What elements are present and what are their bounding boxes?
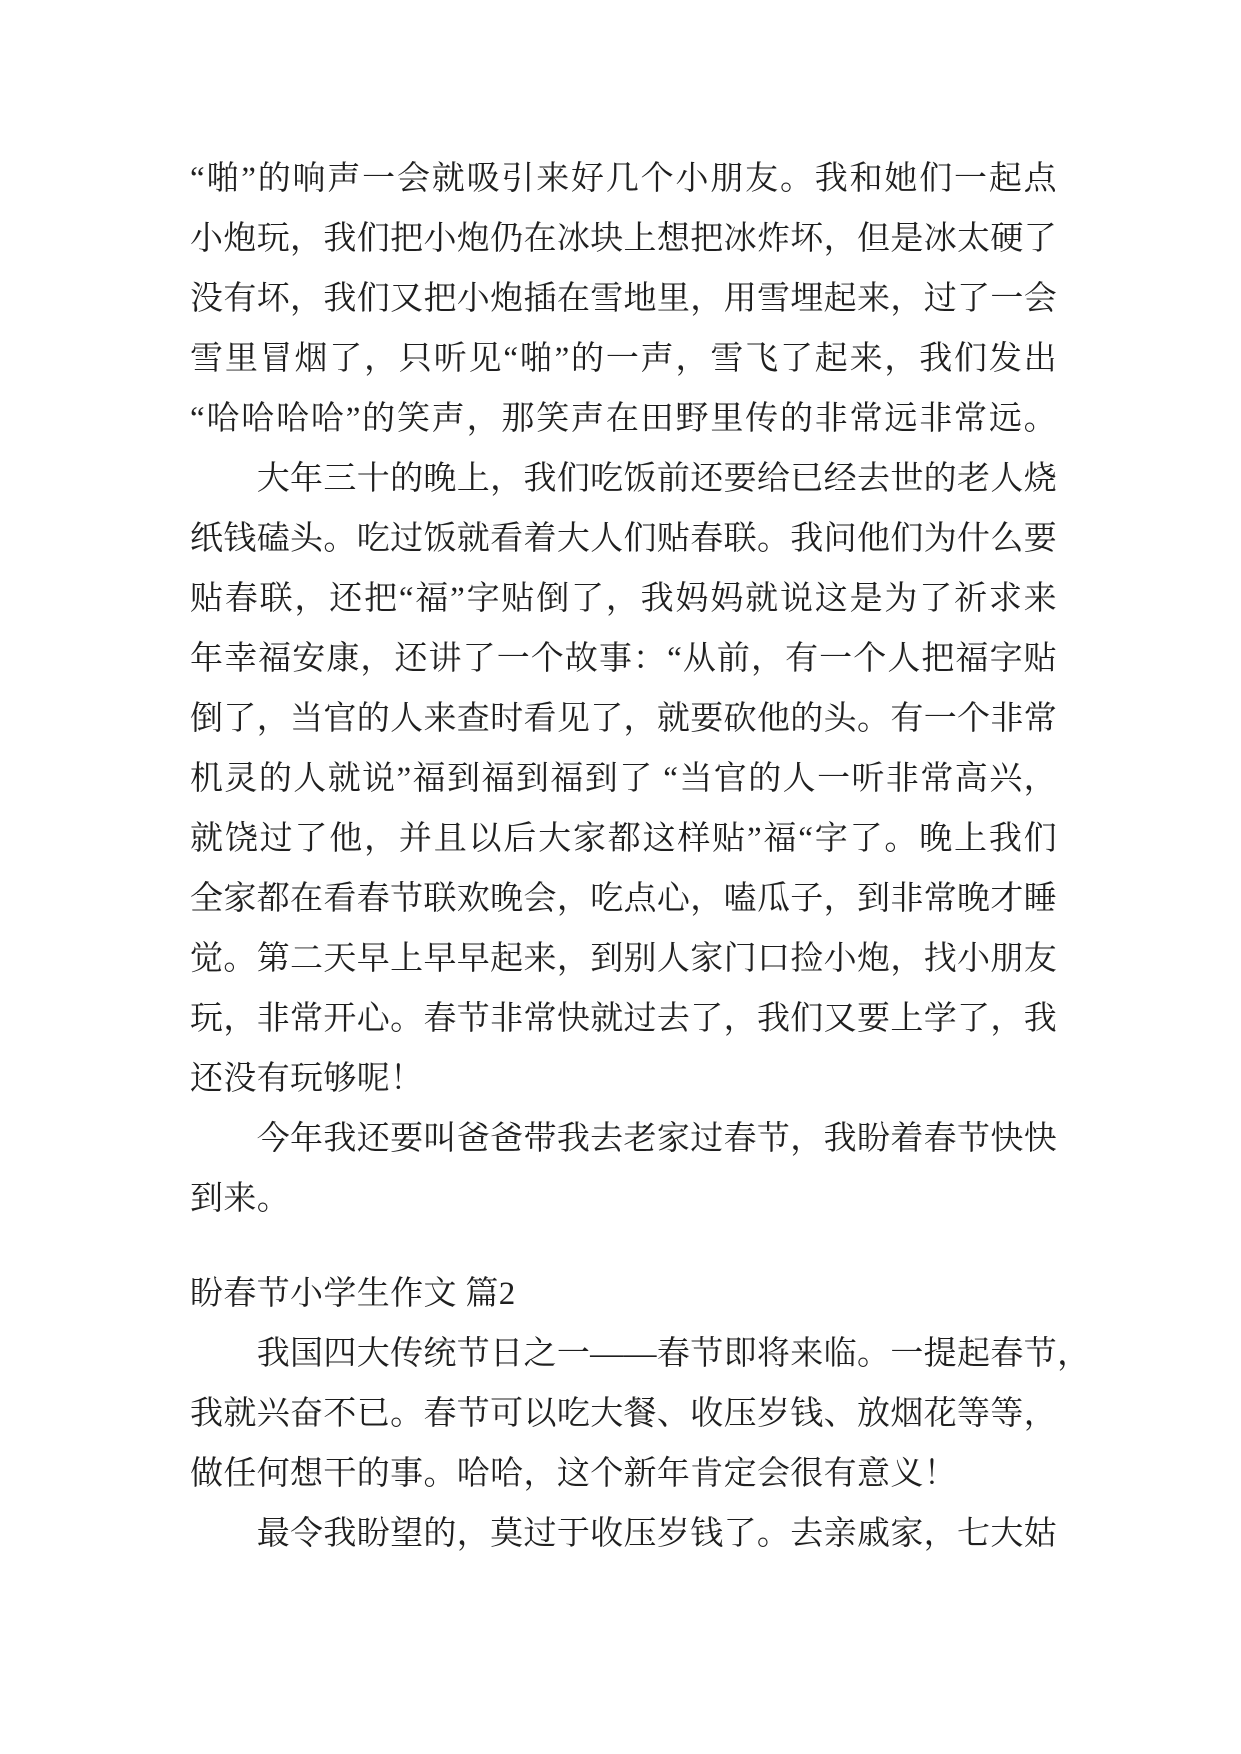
text-line: 雪里冒烟了，只听见“啪”的一声，雪飞了起来，我们发出 [190,341,1057,377]
paragraph [190,449,1057,1109]
text-line: 年幸福安康，还讲了一个故事：“从前，有一个人把福字贴 [190,641,1057,677]
paragraph [190,1324,1091,1504]
text-line: 纸钱磕头。吃过饭就看着大人们贴春联。我问他们为什么要 [190,521,1058,557]
essay-title: 盼春节小学生作文 篇2 [190,1276,516,1312]
text-line: 玩，非常开心。春节非常快就过去了，我们又要上学了，我 [190,1001,1058,1037]
text-line: “哈哈哈哈”的笑声，那笑声在田野里传的非常远非常远。 [190,401,1057,437]
paragraph [190,1109,1057,1229]
text-line: 觉。第二天早上早早起来，到别人家门口捡小炮，找小朋友 [190,941,1058,977]
text-line: 倒了，当官的人来查时看见了，就要砍他的头。有一个非常 [190,701,1058,737]
text-body [190,149,1091,1564]
text-line: 大年三十的晚上，我们吃饭前还要给已经去世的老人烧 [256,461,1058,497]
text-line: 没有坏，我们又把小炮插在雪地里，用雪埋起来，过了一会 [190,281,1058,317]
paragraph [190,1504,1057,1564]
text-line: 还没有玩够呢！ [190,1061,424,1097]
text-line: 小炮玩，我们把小炮仍在冰块上想把冰炸坏，但是冰太硬了 [190,221,1058,257]
text-line: 机灵的人就说”福到福到福到了 “当官的人一听非常高兴， [190,761,1057,797]
text-line: 我国四大传统节日之一——春节即将来临。一提起春节， [256,1336,1091,1372]
text-line: 贴春联，还把“福”字贴倒了，我妈妈就说这是为了祈求来 [190,581,1057,617]
text-line: 全家都在看春节联欢晚会，吃点心，嗑瓜子，到非常晚才睡 [190,881,1058,917]
paragraph [190,149,1057,449]
text-line: 我就兴奋不已。春节可以吃大餐、收压岁钱、放烟花等等， [190,1396,1058,1432]
text-line: 就饶过了他，并且以后大家都这样贴”福“字了。晚上我们 [190,821,1057,857]
text-line: 做任何想干的事。哈哈，这个新年肯定会很有意义！ [190,1456,958,1492]
text-line: “啪”的响声一会就吸引来好几个小朋友。我和她们一起点 [190,161,1057,197]
text-line: 最令我盼望的，莫过于收压岁钱了。去亲戚家，七大姑 [256,1516,1058,1552]
text-line: 今年我还要叫爸爸带我去老家过春节，我盼着春节快快 [256,1121,1058,1157]
text-line: 到来。 [190,1181,291,1217]
